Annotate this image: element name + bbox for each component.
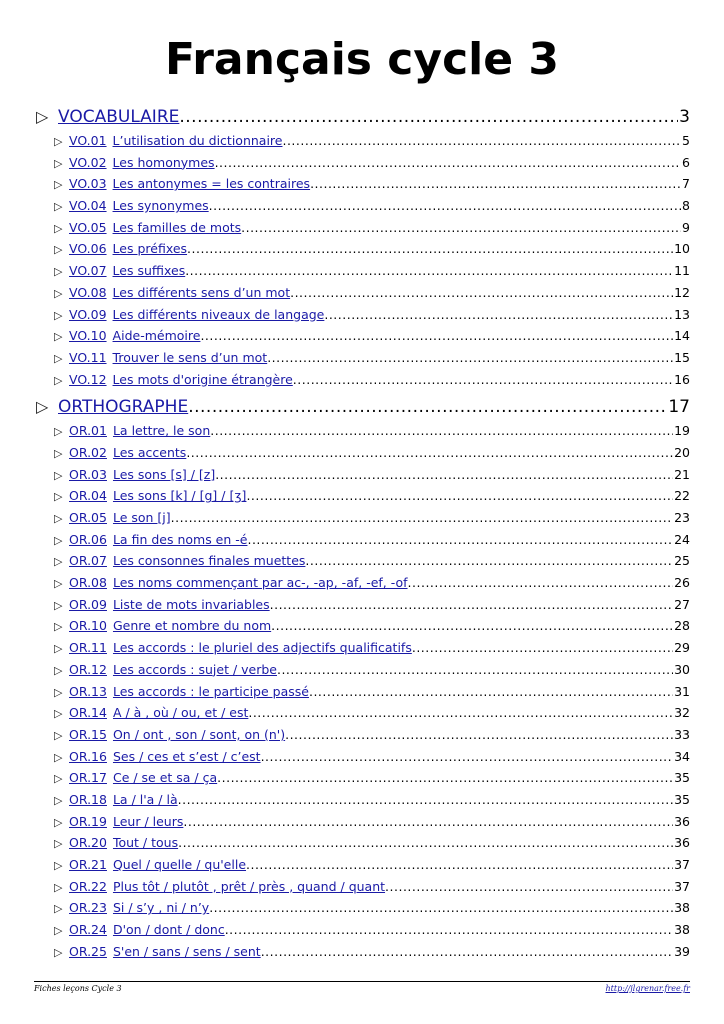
dot-leader bbox=[246, 485, 673, 507]
toc-item-code: VO.07 bbox=[69, 263, 107, 279]
toc-item-label: Plus tôt / plutôt , prêt / près , quand / quant bbox=[112, 878, 386, 894]
toc-item-link[interactable] bbox=[69, 442, 186, 464]
toc-item[interactable] bbox=[36, 789, 690, 811]
toc-page-number: 24 bbox=[674, 531, 690, 547]
toc-item-label: Les différents sens d’un mot bbox=[112, 284, 291, 300]
toc-item[interactable] bbox=[36, 615, 690, 637]
dot-leader bbox=[305, 550, 673, 572]
triangle-right-icon: ▷ bbox=[54, 555, 63, 569]
toc-item-label: S'en / sans / sens / sent bbox=[112, 943, 261, 959]
dot-leader bbox=[225, 919, 673, 941]
dot-leader bbox=[408, 572, 674, 594]
triangle-right-icon: ▷ bbox=[54, 642, 63, 656]
toc-item-label: Quel / quelle / qu'elle bbox=[112, 857, 247, 872]
toc-item-label: Les accords : le pluriel des adjectifs qualificatifs bbox=[112, 640, 412, 656]
toc-item-code: OR.17 bbox=[69, 770, 107, 786]
toc-item[interactable] bbox=[36, 637, 690, 659]
toc-item-code: VO.08 bbox=[69, 284, 107, 300]
toc-page-number: 16 bbox=[674, 371, 690, 387]
toc-item-code: VO.12 bbox=[69, 371, 107, 387]
dot-leader bbox=[185, 260, 673, 282]
toc-item-link[interactable] bbox=[69, 941, 261, 963]
toc-item-link[interactable] bbox=[69, 260, 185, 282]
toc-item-code: OR.09 bbox=[69, 596, 107, 612]
toc-item-label: Les préfixes bbox=[112, 241, 188, 257]
triangle-right-icon: ▷ bbox=[54, 425, 63, 439]
dot-leader bbox=[324, 304, 673, 326]
toc-item[interactable] bbox=[36, 195, 690, 217]
triangle-right-icon: ▷ bbox=[54, 351, 63, 365]
toc-page-number: 26 bbox=[674, 575, 690, 591]
toc-page-number: 31 bbox=[674, 683, 690, 699]
toc-page-number: 20 bbox=[674, 444, 690, 460]
page-title: Français cycle 3 bbox=[164, 34, 560, 85]
dot-leader bbox=[261, 746, 674, 768]
toc-item-code: OR.08 bbox=[69, 575, 107, 591]
triangle-right-icon: ▷ bbox=[54, 728, 63, 742]
toc-item[interactable] bbox=[36, 282, 690, 304]
toc-item-link[interactable] bbox=[69, 767, 217, 789]
dot-leader bbox=[209, 897, 673, 919]
toc-item-code: OR.18 bbox=[69, 791, 107, 807]
toc-item-code: VO.04 bbox=[69, 198, 107, 214]
toc-item-link[interactable] bbox=[69, 702, 248, 724]
dot-leader bbox=[248, 702, 673, 724]
toc-item-label: Genre et nombre du nom bbox=[112, 618, 272, 634]
triangle-right-icon: ▷ bbox=[36, 107, 49, 126]
triangle-right-icon: ▷ bbox=[54, 243, 63, 257]
toc-item-code: OR.01 bbox=[69, 423, 107, 439]
toc-item-code: OR.23 bbox=[69, 900, 107, 916]
triangle-right-icon: ▷ bbox=[54, 880, 63, 894]
toc-page-number: 38 bbox=[674, 922, 690, 938]
dot-leader bbox=[293, 369, 673, 391]
toc-item[interactable] bbox=[36, 347, 690, 369]
toc-item-code: VO.10 bbox=[69, 328, 107, 344]
dot-leader bbox=[282, 130, 681, 152]
toc-item[interactable] bbox=[36, 832, 690, 854]
toc-item[interactable] bbox=[36, 941, 690, 963]
dot-leader bbox=[217, 767, 673, 789]
toc-item-link[interactable] bbox=[69, 876, 385, 898]
toc-item-link[interactable] bbox=[69, 811, 183, 833]
toc-item-link[interactable] bbox=[69, 304, 324, 326]
toc-item-link[interactable] bbox=[69, 659, 277, 681]
toc-page-number: 30 bbox=[674, 661, 690, 677]
toc-item[interactable] bbox=[36, 659, 690, 681]
toc-item-label: Les sons [k] / [g] / [ʒ] bbox=[112, 488, 247, 504]
dot-leader bbox=[277, 659, 673, 681]
toc-item-code: OR.05 bbox=[69, 510, 107, 525]
toc-item-link[interactable] bbox=[69, 130, 282, 152]
toc-item-link[interactable] bbox=[69, 238, 187, 260]
toc-item-code: OR.04 bbox=[69, 488, 107, 504]
triangle-right-icon: ▷ bbox=[54, 924, 63, 938]
toc-page-number: 37 bbox=[674, 857, 690, 872]
toc-item-link[interactable] bbox=[69, 507, 171, 529]
toc-page-number: 34 bbox=[674, 748, 690, 764]
toc-item-label: Si / s’y , ni / n’y bbox=[112, 900, 210, 916]
toc-page-number: 15 bbox=[674, 349, 690, 365]
toc-item-label: Les mots d'origine étrangère bbox=[112, 371, 293, 387]
triangle-right-icon: ▷ bbox=[54, 373, 63, 387]
toc-item-label: Tout / tous bbox=[112, 835, 179, 851]
toc-item-label: A / à , où / ou, et / est bbox=[112, 705, 249, 721]
toc-item-link[interactable] bbox=[69, 681, 309, 703]
toc-item-label: Les accords : le participe passé bbox=[112, 683, 309, 699]
dot-leader bbox=[285, 724, 673, 746]
toc-item-code: OR.14 bbox=[69, 705, 107, 721]
triangle-right-icon: ▷ bbox=[54, 750, 63, 764]
toc-item-code: VO.03 bbox=[69, 176, 107, 192]
toc-section-orthographe[interactable] bbox=[36, 394, 690, 420]
dot-leader bbox=[178, 789, 673, 811]
toc-item-code: VO.06 bbox=[69, 241, 107, 257]
toc-page-number: 6 bbox=[682, 154, 690, 170]
toc-item[interactable] bbox=[36, 325, 690, 347]
toc-page-number: 36 bbox=[674, 835, 690, 851]
toc-item-link[interactable] bbox=[69, 724, 285, 746]
toc-item-code: OR.03 bbox=[69, 466, 107, 482]
toc-item-link[interactable] bbox=[69, 832, 178, 854]
dot-leader bbox=[209, 195, 681, 217]
toc-item[interactable] bbox=[36, 260, 690, 282]
toc-page-number: 39 bbox=[674, 943, 690, 959]
triangle-right-icon: ▷ bbox=[54, 512, 63, 525]
dot-leader bbox=[246, 854, 673, 876]
toc-item-label: La / l'a / là bbox=[112, 791, 178, 807]
toc-section-link[interactable]: ORTHOGRAPHE bbox=[58, 397, 189, 418]
triangle-right-icon: ▷ bbox=[54, 772, 63, 786]
dot-leader bbox=[200, 325, 673, 347]
toc-item[interactable] bbox=[36, 130, 690, 152]
toc-item-link[interactable] bbox=[69, 369, 293, 391]
triangle-right-icon: ▷ bbox=[54, 221, 63, 235]
triangle-right-icon: ▷ bbox=[54, 200, 63, 214]
toc-page-number: 35 bbox=[674, 770, 690, 786]
toc-item-code: OR.11 bbox=[69, 640, 107, 656]
triangle-right-icon: ▷ bbox=[36, 397, 49, 417]
toc-item-link[interactable] bbox=[69, 919, 225, 941]
triangle-right-icon: ▷ bbox=[54, 707, 63, 721]
dot-leader bbox=[271, 615, 673, 637]
dot-leader bbox=[210, 420, 673, 442]
toc-item-label: Les homonymes bbox=[112, 154, 215, 170]
toc-item-link[interactable] bbox=[69, 217, 241, 239]
toc-page-number: 11 bbox=[674, 263, 690, 279]
toc-item-label: Leur / leurs bbox=[112, 813, 184, 829]
dot-leader bbox=[183, 811, 673, 833]
toc-item[interactable] bbox=[36, 897, 690, 919]
toc-page-number: 33 bbox=[674, 726, 690, 742]
triangle-right-icon: ▷ bbox=[54, 156, 63, 170]
triangle-right-icon: ▷ bbox=[54, 533, 63, 547]
toc-item[interactable] bbox=[36, 919, 690, 941]
triangle-right-icon: ▷ bbox=[54, 308, 63, 322]
triangle-right-icon: ▷ bbox=[54, 286, 63, 300]
toc-item-code: VO.09 bbox=[69, 306, 107, 322]
toc-item[interactable] bbox=[36, 238, 690, 260]
toc-item[interactable] bbox=[36, 217, 690, 239]
toc-item[interactable] bbox=[36, 746, 690, 768]
toc-item-code: OR.24 bbox=[69, 922, 107, 938]
toc-item-label: Les suffixes bbox=[112, 263, 186, 279]
toc-item[interactable] bbox=[36, 594, 690, 616]
dot-leader bbox=[385, 876, 673, 898]
toc-item-link[interactable] bbox=[69, 897, 209, 919]
toc-item-label: Les accords : sujet / verbe bbox=[112, 661, 277, 677]
toc-page-number: 32 bbox=[674, 705, 690, 721]
toc-item-label: Les consonnes finales muettes bbox=[112, 553, 306, 569]
toc-item-link[interactable] bbox=[69, 550, 305, 572]
toc-page-number: 10 bbox=[674, 241, 690, 257]
toc-section-vocabulaire[interactable] bbox=[36, 104, 690, 130]
toc-item[interactable] bbox=[36, 173, 690, 195]
dot-leader bbox=[215, 152, 681, 174]
triangle-right-icon: ▷ bbox=[54, 265, 63, 279]
toc-item-code: OR.15 bbox=[69, 726, 107, 742]
triangle-right-icon: ▷ bbox=[54, 837, 63, 851]
triangle-right-icon: ▷ bbox=[54, 598, 63, 612]
toc-item-code: OR.10 bbox=[69, 618, 107, 634]
triangle-right-icon: ▷ bbox=[54, 793, 63, 807]
toc-item-link[interactable] bbox=[69, 173, 310, 195]
toc-item-link[interactable] bbox=[69, 420, 210, 442]
toc-page-number: 12 bbox=[674, 284, 690, 300]
triangle-right-icon: ▷ bbox=[54, 663, 63, 677]
toc-item-link[interactable] bbox=[69, 854, 246, 876]
toc-page-number: 36 bbox=[674, 813, 690, 829]
toc-section-link[interactable]: VOCABULAIRE bbox=[58, 107, 180, 127]
toc-item[interactable] bbox=[36, 152, 690, 174]
toc-page-number: 35 bbox=[674, 791, 690, 807]
triangle-right-icon: ▷ bbox=[54, 577, 63, 591]
toc-item-label: Liste de mots invariables bbox=[112, 596, 270, 612]
table-of-contents bbox=[36, 104, 690, 962]
toc-item[interactable] bbox=[36, 485, 690, 507]
toc-item-label: Le son [j] bbox=[112, 510, 171, 525]
toc-item-link[interactable] bbox=[69, 594, 270, 616]
toc-item-link[interactable] bbox=[69, 572, 408, 594]
toc-item-code: OR.21 bbox=[69, 857, 107, 872]
toc-item[interactable] bbox=[36, 550, 690, 572]
dot-leader bbox=[267, 347, 673, 369]
dot-leader bbox=[179, 104, 678, 130]
triangle-right-icon: ▷ bbox=[54, 446, 63, 460]
toc-item[interactable] bbox=[36, 572, 690, 594]
triangle-right-icon: ▷ bbox=[54, 685, 63, 699]
toc-item-code: OR.13 bbox=[69, 683, 107, 699]
toc-item-link[interactable] bbox=[69, 195, 209, 217]
toc-item[interactable] bbox=[36, 420, 690, 442]
toc-page-number: 9 bbox=[682, 219, 690, 235]
toc-item-label: Trouver le sens d’un mot bbox=[112, 349, 268, 365]
triangle-right-icon: ▷ bbox=[54, 468, 63, 482]
toc-item-code: OR.16 bbox=[69, 748, 107, 764]
toc-item[interactable] bbox=[36, 767, 690, 789]
toc-item[interactable] bbox=[36, 724, 690, 746]
footer-link[interactable]: http://jlgrenar.free.fr bbox=[605, 984, 690, 993]
footer-left-text: Fiches leçons Cycle 3 bbox=[34, 984, 122, 993]
toc-item-link[interactable] bbox=[69, 746, 261, 768]
toc-page-number: 5 bbox=[682, 133, 690, 148]
toc-page-number: 19 bbox=[674, 423, 690, 439]
triangle-right-icon: ▷ bbox=[54, 620, 63, 634]
toc-page-number: 28 bbox=[674, 618, 690, 634]
dot-leader bbox=[309, 681, 673, 703]
toc-item-label: Les noms commençant par ac-, -ap, -af, -ef, -of bbox=[112, 575, 408, 591]
toc-page-number: 8 bbox=[682, 198, 690, 214]
toc-item-code: OR.06 bbox=[69, 531, 107, 547]
toc-item-label: D'on / dont / donc bbox=[112, 922, 225, 938]
toc-item-link[interactable] bbox=[69, 529, 247, 551]
dot-leader bbox=[270, 594, 673, 616]
dot-leader bbox=[215, 464, 673, 486]
dot-leader bbox=[290, 282, 673, 304]
toc-item-link[interactable] bbox=[69, 464, 215, 486]
toc-item[interactable] bbox=[36, 854, 690, 876]
toc-item-link[interactable] bbox=[69, 615, 271, 637]
triangle-right-icon: ▷ bbox=[54, 330, 63, 344]
dot-leader bbox=[247, 529, 673, 551]
toc-page-number: 25 bbox=[674, 553, 690, 569]
toc-page-number: 17 bbox=[668, 397, 690, 418]
triangle-right-icon: ▷ bbox=[54, 815, 63, 829]
toc-item[interactable] bbox=[36, 442, 690, 464]
toc-page-number: 37 bbox=[674, 878, 690, 894]
toc-page-number: 27 bbox=[674, 596, 690, 612]
toc-item-label: On / ont , son / sont, on (n') bbox=[112, 726, 286, 742]
toc-item[interactable] bbox=[36, 464, 690, 486]
toc-page-number: 22 bbox=[674, 488, 690, 504]
toc-item-code: OR.12 bbox=[69, 661, 107, 677]
toc-page-number: 13 bbox=[674, 306, 690, 322]
triangle-right-icon: ▷ bbox=[54, 902, 63, 916]
footer-divider bbox=[34, 981, 690, 982]
toc-item[interactable] bbox=[36, 529, 690, 551]
toc-item-link[interactable] bbox=[69, 152, 215, 174]
toc-item-code: OR.19 bbox=[69, 813, 107, 829]
toc-item-code: OR.22 bbox=[69, 878, 107, 894]
toc-item-code: VO.02 bbox=[69, 154, 107, 170]
toc-item-code: VO.01 bbox=[69, 133, 107, 148]
toc-item[interactable] bbox=[36, 369, 690, 391]
toc-item-link[interactable] bbox=[69, 347, 267, 369]
toc-item-label: La fin des noms en -é bbox=[112, 531, 248, 547]
toc-item[interactable] bbox=[36, 702, 690, 724]
dot-leader bbox=[188, 394, 667, 420]
toc-item-code: OR.20 bbox=[69, 835, 107, 851]
toc-item-code: OR.07 bbox=[69, 553, 107, 569]
toc-page-number: 14 bbox=[674, 328, 690, 344]
triangle-right-icon: ▷ bbox=[54, 490, 63, 504]
toc-item-label: Aide-mémoire bbox=[112, 328, 201, 344]
toc-page-number: 38 bbox=[674, 900, 690, 916]
toc-item-label: La lettre, le son bbox=[112, 423, 211, 439]
toc-item-label: Les synonymes bbox=[112, 198, 209, 214]
toc-item-label: Ce / se et sa / ça bbox=[112, 770, 218, 786]
toc-page-number: 23 bbox=[674, 510, 690, 525]
dot-leader bbox=[241, 217, 681, 239]
dot-leader bbox=[171, 507, 673, 529]
triangle-right-icon: ▷ bbox=[54, 945, 63, 959]
toc-item-link[interactable] bbox=[69, 282, 290, 304]
triangle-right-icon: ▷ bbox=[54, 859, 63, 872]
toc-page-number: 21 bbox=[674, 466, 690, 482]
dot-leader bbox=[186, 442, 673, 464]
toc-item[interactable] bbox=[36, 876, 690, 898]
toc-item-link[interactable] bbox=[69, 325, 200, 347]
toc-item-label: Les accents bbox=[112, 444, 187, 460]
toc-item-label: Les sons [s] / [z] bbox=[112, 466, 216, 482]
dot-leader bbox=[178, 832, 673, 854]
toc-item-label: Les familles de mots bbox=[112, 219, 242, 235]
toc-item-link[interactable] bbox=[69, 789, 178, 811]
toc-item[interactable] bbox=[36, 681, 690, 703]
toc-item-code: VO.05 bbox=[69, 219, 107, 235]
triangle-right-icon: ▷ bbox=[54, 135, 63, 148]
toc-item-code: VO.11 bbox=[69, 349, 107, 365]
toc-item-label: Ses / ces et s’est / c’est bbox=[112, 748, 261, 764]
toc-item-label: Les différents niveaux de langage bbox=[112, 306, 325, 322]
toc-item[interactable] bbox=[36, 507, 690, 529]
toc-item[interactable] bbox=[36, 811, 690, 833]
dot-leader bbox=[310, 173, 681, 195]
triangle-right-icon: ▷ bbox=[54, 178, 63, 192]
toc-item-label: Les antonymes = les contraires bbox=[112, 176, 311, 192]
toc-item[interactable] bbox=[36, 304, 690, 326]
toc-item-code: OR.02 bbox=[69, 444, 107, 460]
toc-item-link[interactable] bbox=[69, 637, 412, 659]
toc-page-number: 29 bbox=[674, 640, 690, 656]
dot-leader bbox=[261, 941, 673, 963]
toc-item-label: L’utilisation du dictionnaire bbox=[112, 133, 283, 148]
toc-item-link[interactable] bbox=[69, 485, 246, 507]
dot-leader bbox=[412, 637, 673, 659]
toc-page-number: 3 bbox=[679, 107, 690, 127]
dot-leader bbox=[187, 238, 673, 260]
toc-item-code: OR.25 bbox=[69, 943, 107, 959]
toc-page-number: 7 bbox=[682, 176, 690, 192]
